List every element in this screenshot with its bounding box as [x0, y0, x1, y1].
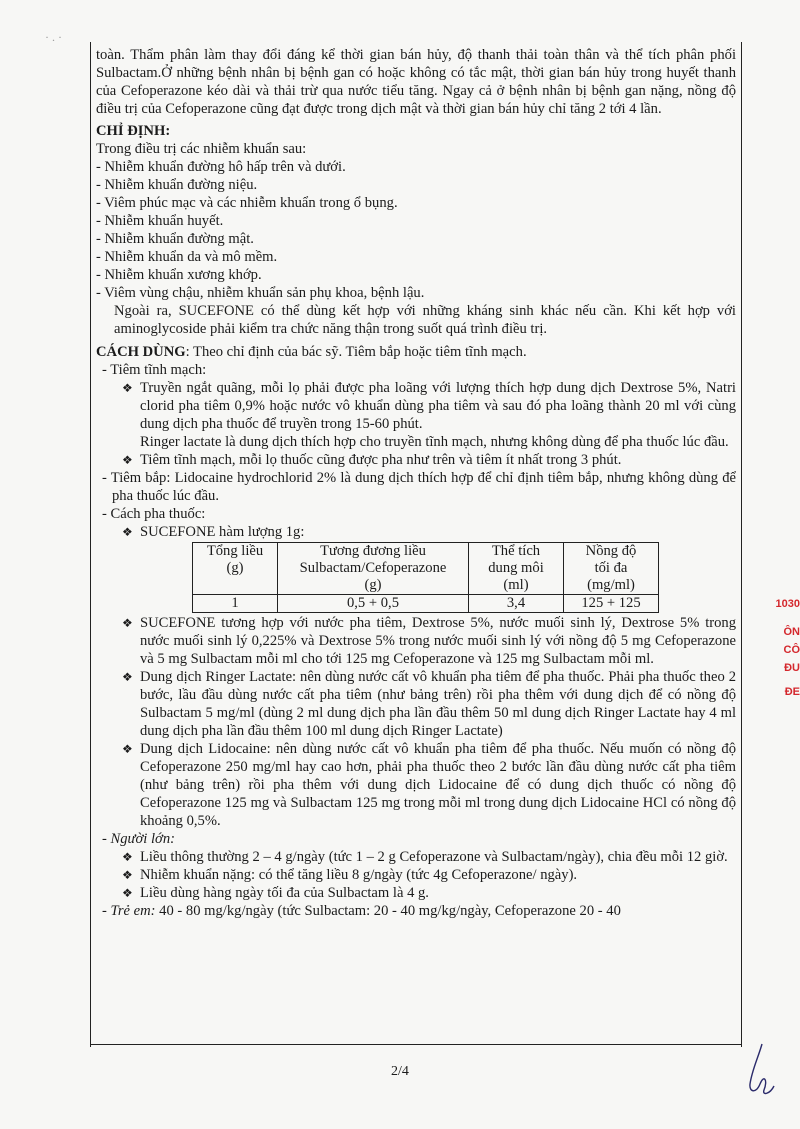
- table-row: [193, 595, 659, 613]
- stamp-text: ĐU: [784, 662, 800, 674]
- stamp-text: ĐE: [784, 686, 800, 698]
- list-item: - Nhiễm khuẩn xương khớp.: [96, 266, 736, 284]
- adult-bullet-2: [96, 866, 736, 884]
- prep-bullet: [96, 523, 736, 541]
- table-header-cell: [278, 543, 469, 595]
- adult-bullet-1-text: Liều thông thường 2 – 4 g/ngày (tức 1 – 2 g Cefoperazone và Sulbactam/ngày), chia đều mỗi 12 giờ.: [140, 849, 728, 865]
- stamp-text: 1030: [775, 598, 800, 610]
- th-text: dung môi: [488, 560, 544, 576]
- list-item: - Viêm vùng chậu, nhiễm khuẩn sản phụ khoa, bệnh lậu.: [96, 284, 736, 302]
- table-cell: 125 + 125: [564, 595, 659, 613]
- iv-bullet-2-text: Tiêm tĩnh mạch, mỗi lọ thuốc cũng được pha như trên và tiêm ít nhất trong 3 phút.: [140, 452, 622, 468]
- child-label: Trẻ em:: [110, 903, 156, 919]
- th-text: Tổng liều: [206, 543, 264, 559]
- ringer-text: Dung dịch Ringer Lactate: nên dùng nước cất vô khuẩn pha tiêm để pha thuốc. Phải pha thuốc theo 2 bước, lầu đầu dùng nước cất pha tiêm (như bảng trên) rồi pha thêm với dung dịch để có nồng độ Sulbactam 5 mg/ml (dùng 2 ml dung dịch pha lần đầu thêm 50 ml dung dịch Ringer Lactate hay 4 ml dung dịch pha lần đầu thêm 100 ml dung dịch Ringer Lactate): [140, 669, 736, 739]
- prep-bullet-text: SUCEFONE hàm lượng 1g:: [140, 524, 305, 540]
- iv-note: Ringer lactate là dung dịch thích hợp cho truyền tĩnh mạch, nhưng không dùng để pha thuốc lúc đầu.: [140, 434, 729, 450]
- usage-intro: [96, 343, 736, 361]
- iv-heading: - Tiêm tĩnh mạch:: [96, 361, 736, 379]
- list-item: - Nhiễm khuẩn đường mật.: [96, 230, 736, 248]
- table-cell: 1: [193, 595, 278, 613]
- table-header-cell: [193, 543, 278, 595]
- compat-text: SUCEFONE tương hợp với nước pha tiêm, Dextrose 5%, nước muối sinh lý, Dextrose 5% trong nước muối sinh lý 0,225% và Dextrose 5% trong nước muối sinh lý với nồng độ 5 mg Cefoperazone và 5 mg Sulbactam mỗi ml cho tới 125 mg Cefoperazone và 125 mg Sulbactam mỗi ml.: [140, 615, 736, 667]
- th-text: Sulbactam/Cefoperazone: [299, 560, 447, 576]
- usage-lead: : Theo chỉ định của bác sỹ. Tiêm bắp hoặc tiêm tĩnh mạch.: [185, 344, 527, 360]
- ringer-bullet: [96, 668, 736, 740]
- adult-bullet-3-text: Liều dùng hàng ngày tối đa của Sulbactam là 4 g.: [140, 885, 429, 901]
- iv-bullet-1-text: Truyền ngắt quãng, mỗi lọ phải được pha loãng với lượng thích hợp dung dịch Dextrose 5%, Natri clorid pha tiêm 0,9% hoặc nước vô khuẩn dùng pha tiêm và sau đó pha loãng thành 20 ml với cùng dung dịch pha thuốc để truyền trong 15-60 phút.: [140, 380, 736, 432]
- lidocaine-bullet: [96, 740, 736, 830]
- indication-note: Ngoài ra, SUCEFONE có thể dùng kết hợp với những kháng sinh khác nếu cần. Khi kết hợp với aminoglycoside phải kiểm tra chức năng thận trong suốt quá trình điều trị.: [114, 303, 736, 337]
- diamond-bullet-icon: ❖: [122, 381, 133, 395]
- child-dosage: [96, 902, 736, 920]
- th-text: (g): [226, 560, 244, 576]
- signature-mark: [740, 1040, 780, 1100]
- table-header-cell: [469, 543, 564, 595]
- diamond-bullet-icon: ❖: [122, 742, 133, 756]
- list-item: - Nhiễm khuẩn đường niệu.: [96, 176, 736, 194]
- list-item: - Nhiễm khuẩn đường hô hấp trên và dưới.: [96, 158, 736, 176]
- th-text: tối đa: [594, 560, 628, 576]
- adult-heading: - Người lớn:: [96, 830, 736, 848]
- diamond-bullet-icon: ❖: [122, 886, 133, 900]
- table-header-cell: [564, 543, 659, 595]
- document-body: [96, 46, 736, 920]
- lidocaine-text: Dung dịch Lidocaine: nên dùng nước cất vô khuẩn pha tiêm để pha thuốc. Nếu muốn có nồng độ Cefoperazone 250 mg/ml hay cao hơn, phải pha thuốc theo 2 bước lần đầu dùng nước cất pha tiêm (như bảng trên) rồi pha thêm với dung dịch Lidocaine để có dung dịch thuốc có nồng độ Cefoperazone 125 mg và Sulbactam 125 mg trong mỗi ml trong dung dịch Lidocaine HCl có nồng độ khoảng 0,5%.: [140, 741, 736, 829]
- th-text: Tương đương liều: [320, 543, 426, 559]
- th-text: (ml): [503, 577, 529, 593]
- adult-bullet-1: [96, 848, 736, 866]
- th-text: Thể tích: [491, 543, 541, 559]
- th-text: (mg/ml): [587, 577, 635, 593]
- compat-bullet: [96, 614, 736, 668]
- diamond-bullet-icon: ❖: [122, 525, 133, 539]
- table-header-row: [193, 543, 659, 595]
- table-cell: 0,5 + 0,5: [278, 595, 469, 613]
- prep-heading: - Cách pha thuốc:: [96, 505, 736, 523]
- diamond-bullet-icon: ❖: [122, 670, 133, 684]
- dose-table: [192, 542, 659, 613]
- list-item: - Viêm phúc mạc và các nhiễm khuẩn trong ổ bụng.: [96, 194, 736, 212]
- im-paragraph: - Tiêm bắp: Lidocaine hydrochlorid 2% là dung dịch thích hợp để chỉ định tiêm bắp, nhưng không dùng để pha thuốc lúc đầu.: [96, 469, 736, 505]
- red-stamp: [770, 598, 800, 768]
- scan-marks: · . ·: [45, 30, 62, 44]
- indication-heading: CHỈ ĐỊNH:: [96, 123, 171, 139]
- bottom-rule: [90, 1044, 742, 1045]
- table-cell: 3,4: [469, 595, 564, 613]
- usage-heading: CÁCH DÙNG: [96, 344, 186, 360]
- stamp-text: ÔN: [783, 626, 800, 638]
- child-text: 40 - 80 mg/kg/ngày (tức Sulbactam: 20 - 40 mg/kg/ngày, Cefoperazone 20 - 40: [155, 903, 621, 919]
- list-item: - Nhiễm khuẩn huyết.: [96, 212, 736, 230]
- th-text: (g): [364, 577, 382, 593]
- diamond-bullet-icon: ❖: [122, 868, 133, 882]
- iv-bullet-1: [96, 379, 736, 433]
- intro-paragraph: toàn. Thẩm phân làm thay đổi đáng kể thời gian bán hủy, độ thanh thải toàn thân và thể tích phân phối Sulbactam.Ở những bệnh nhân bị bệnh gan có hoặc không có tắc mật, thời gian bán hủy trong huyết thanh của Cefoperazone kéo dài và thải trừ qua nước tiểu tăng. Ngay cả ở bệnh nhân bị bệnh gan nặng, nồng độ điều trị của Cefoperazone cũng đạt được trong dịch mật và thời gian bán hủy chỉ tăng 2 tới 4 lần.: [96, 47, 736, 117]
- th-text: Nồng độ: [585, 543, 637, 559]
- page-number: 2/4: [391, 1064, 409, 1079]
- adult-bullet-3: [96, 884, 736, 902]
- list-item: - Nhiễm khuẩn da và mô mềm.: [96, 248, 736, 266]
- stamp-text: CÔ: [783, 644, 800, 656]
- diamond-bullet-icon: ❖: [122, 453, 133, 467]
- diamond-bullet-icon: ❖: [122, 616, 133, 630]
- diamond-bullet-icon: ❖: [122, 850, 133, 864]
- iv-bullet-2: [96, 451, 736, 469]
- indication-lead: Trong điều trị các nhiễm khuẩn sau:: [96, 141, 307, 157]
- adult-bullet-2-text: Nhiễm khuẩn nặng: có thể tăng liều 8 g/ngày (tức 4g Cefoperazone/ ngày).: [140, 867, 578, 883]
